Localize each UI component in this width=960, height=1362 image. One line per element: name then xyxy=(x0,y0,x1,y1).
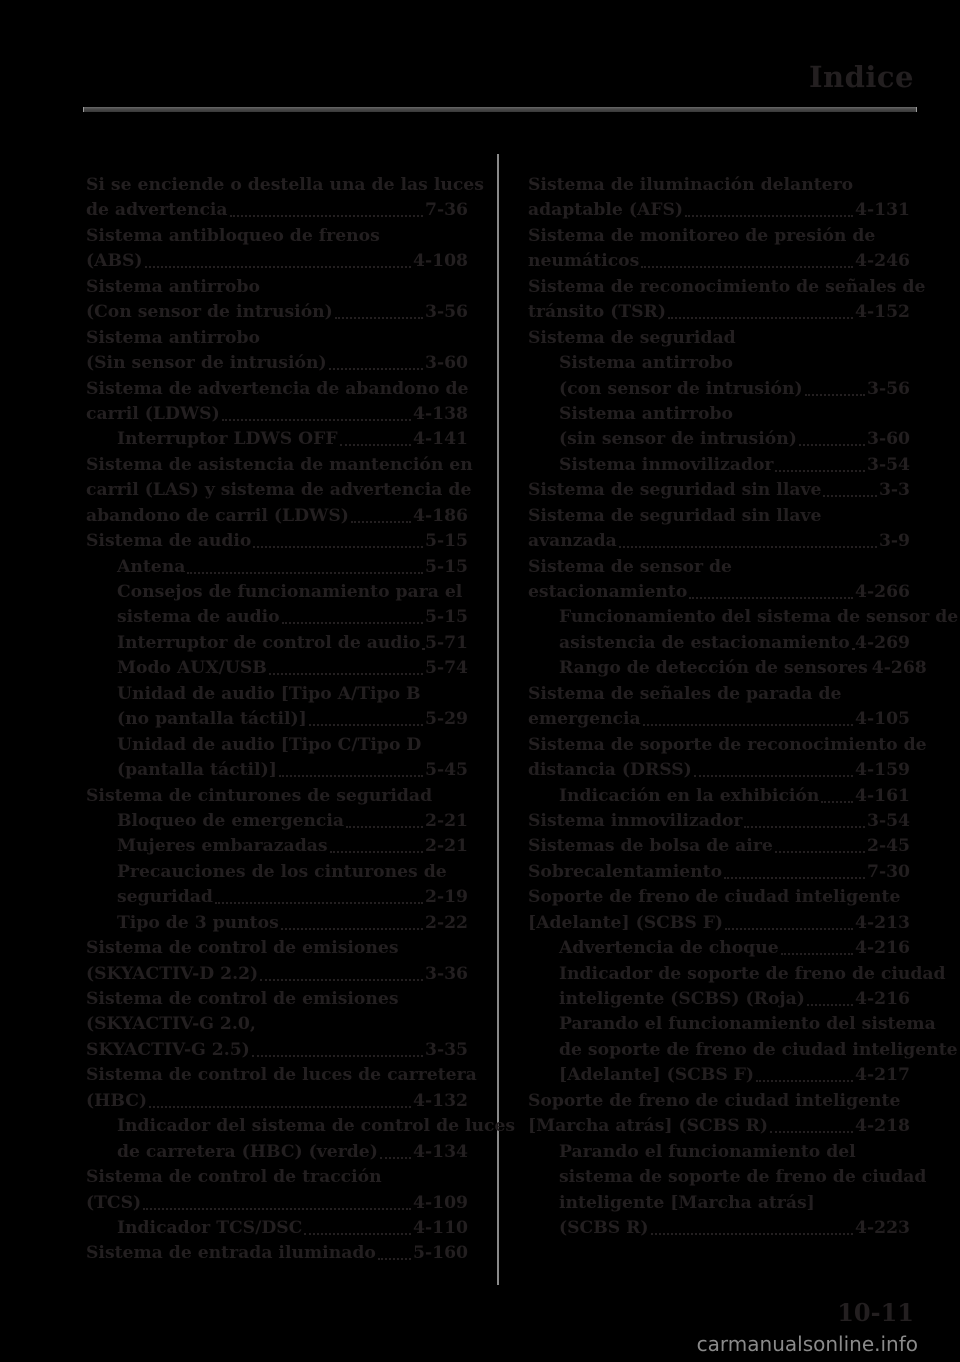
entry-page-ref: 3-56 xyxy=(866,378,910,399)
index-entry xyxy=(86,249,468,274)
index-entry xyxy=(86,1191,468,1216)
index-subentry xyxy=(528,453,910,478)
entry-text: (Sin sensor de intrusión) xyxy=(86,353,327,374)
entry-text: SKYACTIV-G 2.5) xyxy=(86,1039,250,1060)
dot-leader xyxy=(281,911,423,930)
entry-text: asistencia de estacionamiento xyxy=(559,632,850,653)
entry-page-ref: 4-246 xyxy=(855,251,910,272)
index-entry xyxy=(86,936,468,961)
dot-leader xyxy=(279,758,423,777)
entry-text: carril (LAS) y sistema de advertencia de xyxy=(86,480,472,501)
entry-page-ref: 4-109 xyxy=(413,1192,468,1213)
entry-text: Interruptor de control de audio xyxy=(117,632,421,653)
index-subentry xyxy=(528,1038,958,1063)
entry-text: Sistema inmovilizador xyxy=(559,454,774,475)
index-entry xyxy=(86,377,468,402)
entry-text: (sin sensor de intrusión) xyxy=(559,429,797,450)
index-entry xyxy=(86,1241,468,1266)
index-entry xyxy=(86,453,473,478)
index-entry xyxy=(86,987,468,1012)
entry-page-ref: 3-3 xyxy=(878,480,910,501)
index-subentry xyxy=(528,402,910,427)
entry-text: Sistema de seguridad sin llave xyxy=(528,480,822,501)
entry-text: Interruptor LDWS OFF xyxy=(117,429,338,450)
dot-leader xyxy=(689,580,853,599)
index-entry xyxy=(86,962,468,987)
entry-text: (no pantalla táctil)] xyxy=(117,709,307,730)
entry-page-ref: 3-56 xyxy=(424,302,468,323)
entry-page-ref: 4-266 xyxy=(855,582,910,602)
dot-leader xyxy=(724,860,865,879)
index-entry xyxy=(86,478,472,503)
index-entry xyxy=(528,555,910,580)
entry-page-ref: 3-9 xyxy=(878,531,910,552)
entry-page-ref: 4-110 xyxy=(413,1217,468,1238)
index-subentry xyxy=(528,936,910,961)
header-title: Indice xyxy=(808,60,914,94)
entry-text: Parando el funcionamiento del xyxy=(559,1141,856,1162)
entry-text: Sistema antirrobo xyxy=(86,327,260,348)
entry-page-ref: 5-15 xyxy=(424,531,468,552)
dot-leader xyxy=(253,529,423,548)
entry-text: Sistema de reconocimiento de señales de xyxy=(528,276,926,297)
entry-page-ref: 5-29 xyxy=(424,709,468,730)
index-subentry xyxy=(528,656,927,681)
index-subentry xyxy=(86,809,468,834)
entry-text: inteligente [Marcha atrás] xyxy=(559,1192,815,1213)
index-subentry xyxy=(528,784,910,809)
index-entry xyxy=(86,173,484,198)
dot-leader xyxy=(821,784,853,803)
entry-page-ref: 4-138 xyxy=(413,403,468,424)
entry-text: seguridad xyxy=(117,887,213,908)
dot-leader xyxy=(799,427,865,446)
entry-text: Rango de detección de sensores xyxy=(559,658,868,679)
entry-page-ref: 5-74 xyxy=(424,658,468,679)
index-entry xyxy=(86,784,468,809)
index-entry xyxy=(528,1089,910,1114)
index-subentry xyxy=(86,733,468,758)
entry-text: Sistema antirrobo xyxy=(86,276,260,297)
entry-text: neumáticos xyxy=(528,251,640,272)
entry-text: Sistema de asistencia de mantención en xyxy=(86,454,473,475)
entry-text: Sistema de seguridad xyxy=(528,327,736,348)
index-entry xyxy=(86,504,468,529)
entry-text: Sistema inmovilizador xyxy=(528,810,743,831)
index-subentry xyxy=(86,758,468,783)
index-subentry xyxy=(528,1012,936,1037)
index-subentry xyxy=(86,860,468,885)
index-subentry xyxy=(86,555,468,580)
entry-text: Sistema de audio xyxy=(86,531,252,552)
entry-text: emergencia xyxy=(528,709,641,730)
entry-text: Sistema de sensor de xyxy=(528,556,732,577)
dot-leader xyxy=(304,1216,411,1235)
entry-text: Modo AUX/USB xyxy=(117,658,267,679)
index-entry xyxy=(528,300,910,325)
dot-leader xyxy=(309,707,423,726)
entry-page-ref: 4-216 xyxy=(855,989,910,1009)
entry-page-ref: 4-134 xyxy=(413,1141,468,1162)
index-subentry xyxy=(528,1063,910,1088)
index-subentry xyxy=(86,1114,516,1139)
index-subentry xyxy=(86,1216,468,1241)
entry-text: [Marcha atrás] (SCBS R) xyxy=(528,1116,769,1137)
index-entry xyxy=(528,834,910,859)
index-entry xyxy=(528,707,910,732)
entry-page-ref: 3-54 xyxy=(866,454,910,475)
entry-text: Sistemas de bolsa de aire xyxy=(528,836,773,857)
dot-leader xyxy=(330,834,423,853)
index-subentry xyxy=(86,427,468,452)
entry-text: sistema de soporte de freno de ciudad xyxy=(559,1167,927,1188)
index-entry xyxy=(86,275,468,300)
dot-leader xyxy=(725,911,853,930)
entry-text: Sistema de control de emisiones xyxy=(86,989,399,1009)
index-entry xyxy=(528,809,910,834)
index-entry xyxy=(86,351,468,376)
entry-text: (SKYACTIV-G 2.0, xyxy=(86,1014,256,1035)
dot-leader xyxy=(775,453,865,472)
entry-page-ref: 3-60 xyxy=(424,353,468,374)
dot-leader xyxy=(781,936,853,955)
index-entry xyxy=(528,911,910,936)
entry-page-ref: 2-45 xyxy=(866,836,910,857)
entry-text: (SCBS R) xyxy=(559,1217,649,1238)
index-subentry xyxy=(528,377,910,402)
entry-page-ref: 4-216 xyxy=(855,938,910,959)
dot-leader xyxy=(668,300,853,319)
entry-page-ref: 3-54 xyxy=(866,810,910,831)
dot-leader xyxy=(149,1089,411,1108)
entry-text: Unidad de audio [Tipo A/Tipo B xyxy=(117,683,421,704)
index-subentry xyxy=(528,631,910,656)
index-entry xyxy=(528,275,926,300)
entry-page-ref: 5-15 xyxy=(424,607,468,628)
dot-leader xyxy=(187,555,423,574)
entry-page-ref: 4-152 xyxy=(855,302,910,323)
entry-text: Sistema de control de tracción xyxy=(86,1167,382,1188)
index-subentry xyxy=(528,962,946,987)
entry-text: (SKYACTIV-D 2.2) xyxy=(86,963,259,984)
entry-text: Indicador TCS/DSC xyxy=(117,1217,303,1238)
entry-page-ref: 4-105 xyxy=(855,709,910,730)
index-subentry xyxy=(528,1140,910,1165)
index-entry xyxy=(528,198,910,223)
index-entry xyxy=(86,224,468,249)
index-entry xyxy=(528,580,910,605)
entry-page-ref: 4-213 xyxy=(855,912,910,933)
entry-text: Sistema de control de luces de carretera xyxy=(86,1065,477,1086)
dot-leader xyxy=(422,631,423,650)
index-subentry xyxy=(86,885,468,910)
dot-leader xyxy=(641,249,853,268)
entry-text: Bloqueo de emergencia xyxy=(117,810,345,831)
entry-text: Unidad de audio [Tipo C/Tipo D xyxy=(117,734,422,755)
entry-page-ref: 7-36 xyxy=(424,200,468,221)
entry-text: [Adelante] (SCBS F) xyxy=(559,1065,755,1086)
dot-leader xyxy=(775,834,865,853)
dot-leader xyxy=(619,529,877,548)
dot-leader xyxy=(756,1063,853,1082)
index-entry xyxy=(528,758,910,783)
index-entry xyxy=(528,326,910,351)
dot-leader xyxy=(643,707,853,726)
entry-text: Tipo de 3 puntos xyxy=(117,912,279,933)
entry-text: sistema de audio xyxy=(117,607,280,628)
index-subentry xyxy=(86,605,468,630)
dot-leader xyxy=(378,1241,411,1260)
index-column-right xyxy=(528,173,959,1241)
header-rule xyxy=(83,107,917,112)
entry-page-ref: 2-21 xyxy=(424,836,468,857)
dot-leader xyxy=(222,402,411,421)
entry-text: Precauciones de los cinturones de xyxy=(117,861,447,882)
entry-page-ref: 4-159 xyxy=(855,760,910,781)
dot-leader xyxy=(282,605,423,624)
entry-page-ref: 2-19 xyxy=(424,887,468,908)
entry-text: Soporte de freno de ciudad inteligente xyxy=(528,887,901,908)
index-subentry xyxy=(528,1165,927,1190)
index-entry xyxy=(86,402,468,427)
dot-leader xyxy=(807,987,853,1006)
entry-text: Sistema antirrobo xyxy=(559,403,733,424)
entry-text: (TCS) xyxy=(86,1192,142,1213)
dot-leader xyxy=(852,631,853,650)
index-entry xyxy=(528,1114,910,1139)
entry-text: Indicador de soporte de freno de ciudad xyxy=(559,963,946,984)
index-entry xyxy=(86,198,468,223)
entry-text: distancia (DRSS) xyxy=(528,760,692,781)
dot-leader xyxy=(651,1216,853,1235)
index-column-left xyxy=(86,173,516,1267)
entry-text: (ABS) xyxy=(86,251,143,272)
index-subentry xyxy=(528,987,910,1012)
entry-text: Sistema de cinturones de seguridad xyxy=(86,785,433,806)
index-entry xyxy=(86,300,468,325)
entry-page-ref: 3-35 xyxy=(424,1039,468,1060)
entry-page-ref: 3-60 xyxy=(866,429,910,450)
dot-leader xyxy=(770,1114,853,1133)
entry-text: Sistema de control de emisiones xyxy=(86,938,399,959)
page-number: 10-11 xyxy=(837,1298,914,1327)
entry-page-ref: 4-161 xyxy=(855,785,910,806)
dot-leader xyxy=(351,504,411,523)
entry-text: de advertencia xyxy=(86,200,228,221)
entry-text: [Adelante] (SCBS F) xyxy=(528,912,724,933)
entry-text: Sistema de iluminación delantero xyxy=(528,175,854,195)
entry-text: (pantalla táctil)] xyxy=(117,760,277,781)
entry-text: Sistema de monitoreo de presión de xyxy=(528,225,876,246)
entry-text: Sistema de soporte de reconocimiento de xyxy=(528,734,927,755)
dot-leader xyxy=(346,809,423,828)
index-entry xyxy=(86,1063,477,1088)
entry-text: de soporte de freno de ciudad inteligente xyxy=(559,1039,958,1060)
watermark: carmanualsonline.info xyxy=(696,1332,918,1356)
entry-text: tránsito (TSR) xyxy=(528,302,666,323)
entry-text: Antena xyxy=(117,556,186,577)
entry-text: estacionamiento xyxy=(528,582,688,602)
entry-text: Sistema de entrada iluminado xyxy=(86,1243,376,1264)
dot-leader xyxy=(694,758,853,777)
entry-page-ref: 5-160 xyxy=(413,1243,468,1264)
entry-text: inteligente (SCBS) (Roja) xyxy=(559,989,805,1009)
entry-text: Sistema antirrobo xyxy=(559,353,733,374)
entry-page-ref: 4-223 xyxy=(855,1217,910,1238)
dot-leader xyxy=(252,1038,423,1057)
entry-page-ref: 2-21 xyxy=(424,810,468,831)
entry-page-ref: 2-22 xyxy=(424,912,468,933)
index-subentry xyxy=(528,1191,910,1216)
entry-text: (Con sensor de intrusión) xyxy=(86,302,333,323)
entry-text: (HBC) xyxy=(86,1090,148,1111)
dot-leader xyxy=(230,198,423,217)
entry-text: de carretera (HBC) (verde) xyxy=(117,1141,378,1162)
entry-text: abandono de carril (LDWS) xyxy=(86,505,349,526)
entry-text: Advertencia de choque xyxy=(559,938,779,959)
dot-leader xyxy=(340,427,411,446)
index-subentry xyxy=(86,911,468,936)
entry-page-ref: 4-141 xyxy=(413,429,468,450)
index-subentry xyxy=(86,682,468,707)
index-entry xyxy=(528,173,910,198)
dot-leader xyxy=(685,198,853,217)
index-entry xyxy=(86,1012,468,1037)
dot-leader xyxy=(823,478,877,497)
entry-text: Sobrecalentamiento xyxy=(528,861,723,882)
index-entry xyxy=(528,478,910,503)
entry-text: Mujeres embarazadas xyxy=(117,836,328,857)
entry-text: Soporte de freno de ciudad inteligente xyxy=(528,1090,901,1111)
entry-page-ref: 4-132 xyxy=(413,1090,468,1111)
index-subentry xyxy=(86,656,468,681)
entry-text: Sistema de advertencia de abandono de xyxy=(86,378,469,399)
index-entry xyxy=(86,326,468,351)
entry-page-ref: 4-131 xyxy=(855,200,910,221)
index-subentry xyxy=(86,707,468,732)
index-entry xyxy=(528,249,910,274)
entry-page-ref: 5-15 xyxy=(424,556,468,577)
dot-leader xyxy=(380,1140,411,1159)
entry-page-ref: 5-45 xyxy=(424,760,468,781)
index-entry xyxy=(528,529,910,554)
dot-leader xyxy=(260,962,423,981)
dot-leader xyxy=(744,809,865,828)
index-entry xyxy=(86,1089,468,1114)
index-subentry xyxy=(528,351,910,376)
entry-page-ref: 7-30 xyxy=(866,861,910,882)
entry-text: Sistema antibloqueo de frenos xyxy=(86,225,380,246)
entry-page-ref: 4-108 xyxy=(413,251,468,272)
entry-text: (con sensor de intrusión) xyxy=(559,378,803,399)
index-subentry xyxy=(528,1216,910,1241)
index-entry xyxy=(528,733,927,758)
index-entry xyxy=(528,224,910,249)
entry-page-ref: 4-218 xyxy=(855,1116,910,1137)
index-subentry xyxy=(86,834,468,859)
entry-text: Indicación en la exhibición xyxy=(559,785,820,806)
dot-leader xyxy=(215,885,423,904)
entry-text: avanzada xyxy=(528,531,617,552)
index-subentry xyxy=(86,631,468,656)
entry-text: Sistema de seguridad sin llave xyxy=(528,505,822,526)
entry-page-ref: 4-268 xyxy=(871,658,927,679)
entry-page-ref: 4-217 xyxy=(855,1065,910,1086)
entry-text: Sistema de señales de parada de xyxy=(528,683,842,704)
index-entry xyxy=(86,1038,468,1063)
dot-leader xyxy=(335,300,423,319)
entry-page-ref: 3-36 xyxy=(424,963,468,984)
dot-leader xyxy=(805,377,865,396)
index-subentry xyxy=(86,1140,468,1165)
index-entry xyxy=(528,860,910,885)
entry-page-ref: 4-269 xyxy=(855,632,910,653)
dot-leader xyxy=(143,1191,411,1210)
index-entry xyxy=(528,504,910,529)
entry-page-ref: 5-71 xyxy=(424,632,468,653)
index-subentry xyxy=(528,605,959,630)
index-entry xyxy=(528,682,910,707)
entry-text: Consejos de funcionamiento para el xyxy=(117,582,463,602)
entry-text: Funcionamiento del sistema de sensor de xyxy=(559,607,959,628)
dot-leader xyxy=(329,351,423,370)
index-subentry xyxy=(86,580,468,605)
index-entry xyxy=(86,1165,468,1190)
index-entry xyxy=(528,885,910,910)
entry-text: Parando el funcionamiento del sistema xyxy=(559,1014,936,1035)
index-subentry xyxy=(528,427,910,452)
entry-text: Indicador del sistema de control de luces xyxy=(117,1116,516,1137)
entry-text: adaptable (AFS) xyxy=(528,200,684,221)
index-entry xyxy=(86,529,468,554)
dot-leader xyxy=(269,656,423,675)
entry-text: carril (LDWS) xyxy=(86,403,220,424)
entry-page-ref: 4-186 xyxy=(413,505,468,526)
dot-leader xyxy=(145,249,411,268)
entry-text: Si se enciende o destella una de las luces xyxy=(86,175,484,195)
